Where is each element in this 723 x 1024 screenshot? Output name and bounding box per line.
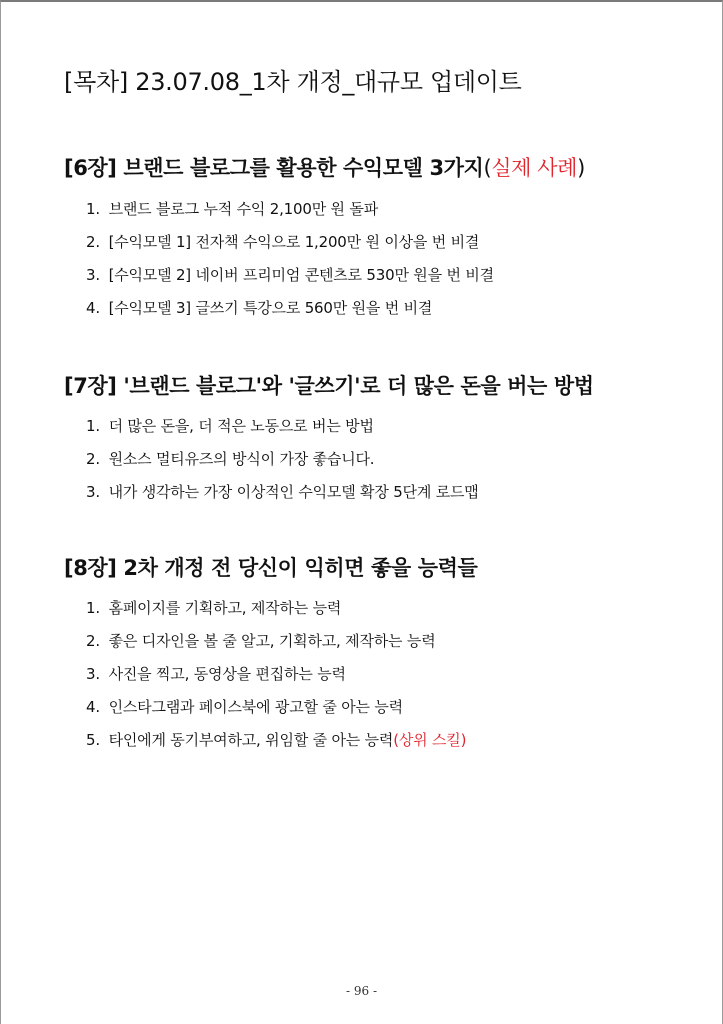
list-item <box>86 449 479 482</box>
list-item <box>86 631 466 664</box>
list-item <box>86 482 479 515</box>
list-item-number: 4. <box>86 299 100 317</box>
list-item-number: 1. <box>86 200 100 218</box>
list-item-text: 내가 생각하는 가장 이상적인 수익모델 확장 5단계 로드맵 <box>108 483 479 501</box>
section-6-list <box>86 199 494 331</box>
section-heading-6-paren-close: ) <box>577 156 585 180</box>
list-item-text: 인스타그램과 페이스북에 광고할 줄 아는 능력 <box>108 698 403 716</box>
list-item <box>86 232 494 265</box>
list-item-text: 타인에게 동기부여하고, 위임할 줄 아는 능력 <box>108 731 394 749</box>
section-heading-8: [8장] 2차 개정 전 당신이 익히면 좋을 능력들 <box>64 556 478 580</box>
list-item <box>86 697 466 730</box>
section-heading-6-paren-open: ( <box>483 156 492 180</box>
list-item <box>86 416 479 449</box>
list-item <box>86 664 466 697</box>
list-item-text: 원소스 멀티유즈의 방식이 가장 좋습니다. <box>108 450 375 468</box>
list-item-text: 더 많은 돈을, 더 적은 노동으로 버는 방법 <box>108 417 374 435</box>
page-number: - 96 - <box>345 984 377 998</box>
document-title: [목차] 23.07.08_1차 개정_대규모 업데이트 <box>64 68 522 96</box>
list-item-number: 2. <box>86 450 100 468</box>
list-item-number: 3. <box>86 665 100 683</box>
list-item-text: 브랜드 블로그 누적 수익 2,100만 원 돌파 <box>108 200 378 218</box>
list-item-text: 사진을 찍고, 동영상을 편집하는 능력 <box>108 665 346 683</box>
section-heading-7: [7장] '브랜드 블로그'와 '글쓰기'로 더 많은 돈을 버는 방법 <box>64 374 594 398</box>
list-item-number: 2. <box>86 233 100 251</box>
list-item <box>86 730 466 763</box>
list-item-text: [수익모델 3] 글쓰기 특강으로 560만 원을 번 비결 <box>108 299 433 317</box>
list-item-number: 1. <box>86 599 100 617</box>
list-item-number: 4. <box>86 698 100 716</box>
list-item-text: 홈페이지를 기획하고, 제작하는 능력 <box>108 599 342 617</box>
list-item <box>86 199 494 232</box>
list-item-text: 좋은 디자인을 볼 줄 알고, 기획하고, 제작하는 능력 <box>108 632 436 650</box>
section-heading-6 <box>64 152 585 182</box>
list-item-number: 3. <box>86 266 100 284</box>
list-item-number: 1. <box>86 417 100 435</box>
section-heading-6-accent: 실제 사례 <box>491 156 578 180</box>
list-item-number: 5. <box>86 731 100 749</box>
section-heading-6-text: [6장] 브랜드 블로그를 활용한 수익모델 3가지 <box>64 156 484 180</box>
list-item-number: 2. <box>86 632 100 650</box>
list-item <box>86 298 494 331</box>
list-item-text: [수익모델 2] 네이버 프리미엄 콘텐츠로 530만 원을 번 비결 <box>108 266 494 284</box>
list-item-accent: (상위 스킬) <box>393 731 467 749</box>
list-item <box>86 598 466 631</box>
list-item <box>86 265 494 298</box>
section-7-list <box>86 416 479 515</box>
section-8-list <box>86 598 466 763</box>
list-item-text: [수익모델 1] 전자책 수익으로 1,200만 원 이상을 번 비결 <box>108 233 480 251</box>
list-item-number: 3. <box>86 483 100 501</box>
